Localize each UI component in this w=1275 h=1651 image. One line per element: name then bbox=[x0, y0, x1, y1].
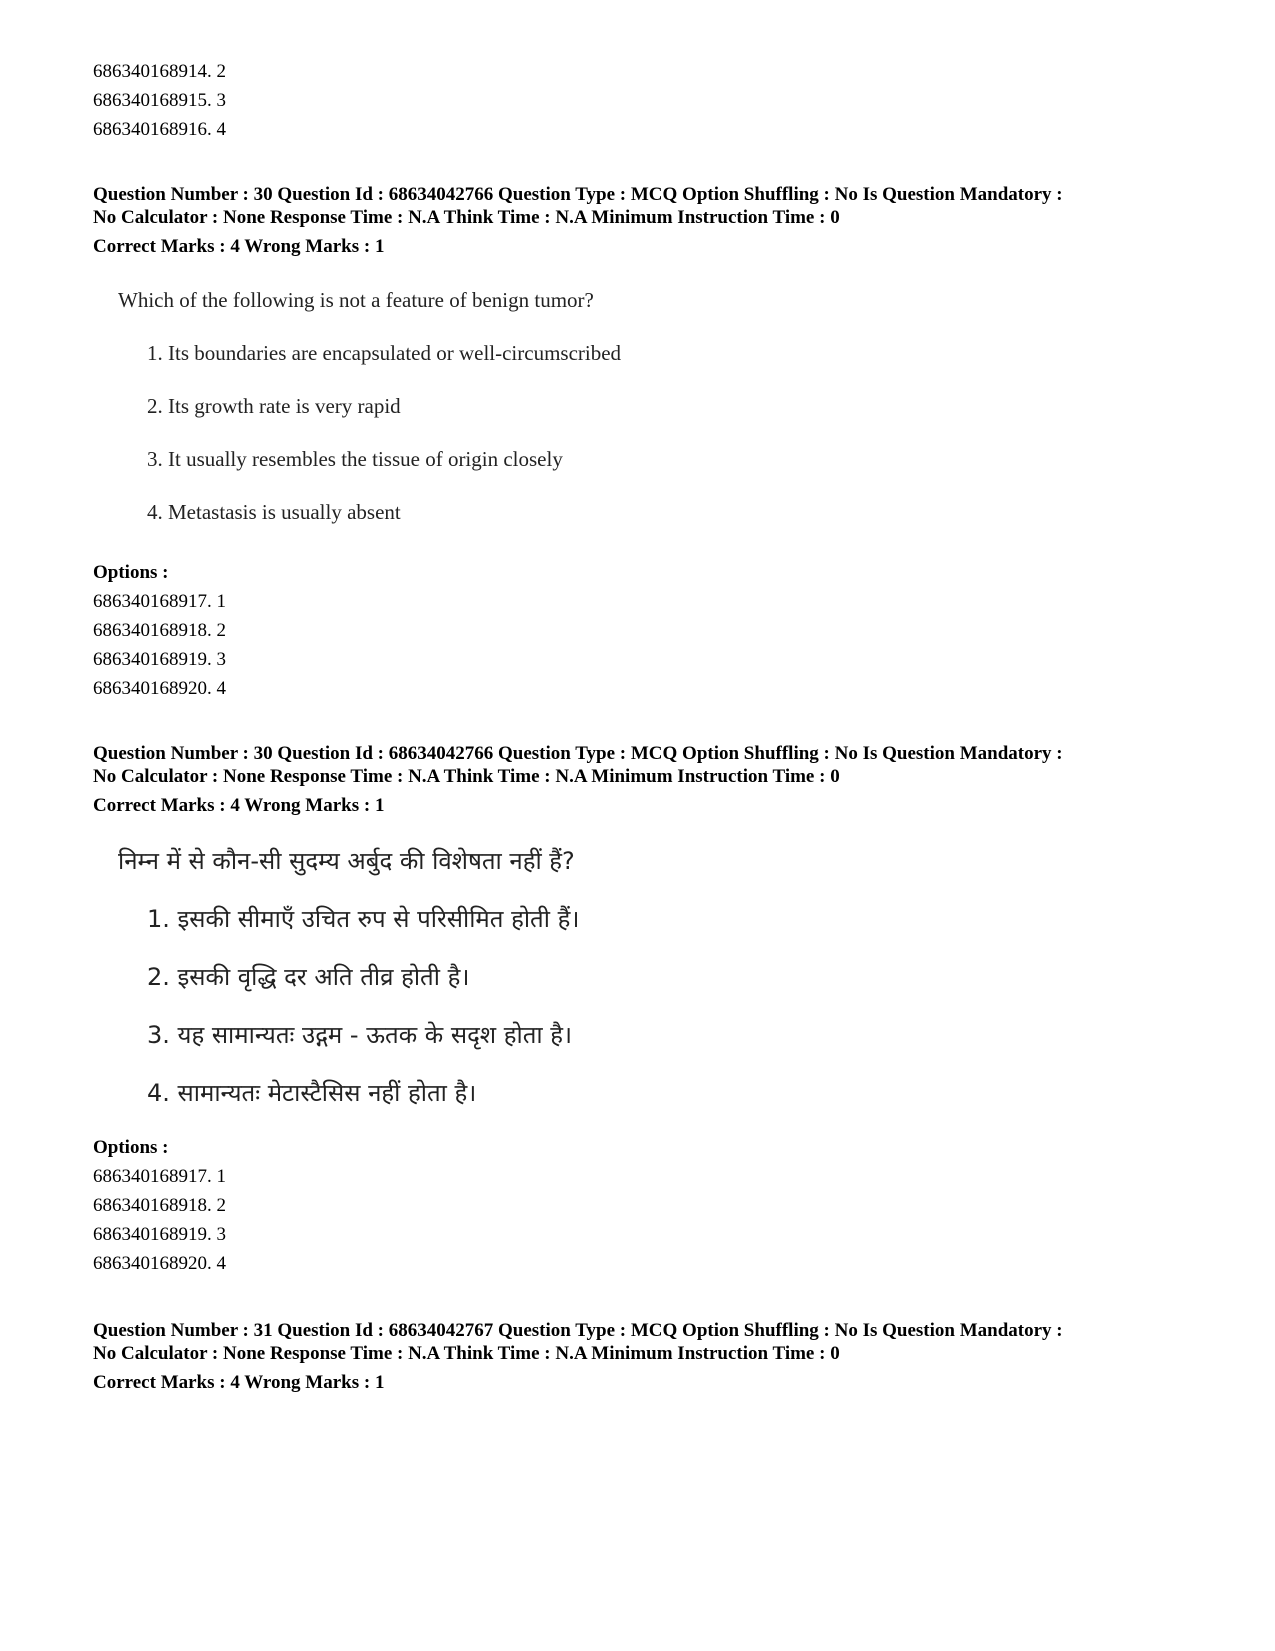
question-marks: Correct Marks : 4 Wrong Marks : 1 bbox=[93, 795, 385, 816]
question-choice: 3. It usually resembles the tissue of origin closely bbox=[147, 447, 563, 471]
question-marks: Correct Marks : 4 Wrong Marks : 1 bbox=[93, 236, 385, 257]
question-choice: 2. Its growth rate is very rapid bbox=[147, 394, 401, 418]
question-choice: 3. यह सामान्यतः उद्गम - ऊतक के सदृश होता है। bbox=[147, 1021, 573, 1049]
option-line: 686340168917. 1 bbox=[93, 591, 226, 612]
option-line: 686340168917. 1 bbox=[93, 1166, 226, 1187]
option-line: 686340168919. 3 bbox=[93, 649, 226, 670]
question-marks: Correct Marks : 4 Wrong Marks : 1 bbox=[93, 1372, 385, 1393]
question-header-line: No Calculator : None Response Time : N.A Think Time : N.A Minimum Instruction Time : 0 bbox=[93, 766, 840, 787]
question-header-line: Question Number : 30 Question Id : 68634042766 Question Type : MCQ Option Shuffling : No Is Question Mandatory : bbox=[93, 184, 1063, 205]
question-choice: 4. सामान्यतः मेटास्टैसिस नहीं होता है। bbox=[147, 1079, 477, 1107]
question-header-line: Question Number : 30 Question Id : 68634042766 Question Type : MCQ Option Shuffling : No Is Question Mandatory : bbox=[93, 743, 1063, 764]
option-line: 686340168915. 3 bbox=[93, 90, 226, 111]
options-label: Options : bbox=[93, 562, 169, 583]
question-choice: 2. इसकी वृद्धि दर अति तीव्र होती है। bbox=[147, 963, 470, 991]
options-label: Options : bbox=[93, 1137, 169, 1158]
question-header-line: No Calculator : None Response Time : N.A Think Time : N.A Minimum Instruction Time : 0 bbox=[93, 207, 840, 228]
question-header-line: No Calculator : None Response Time : N.A Think Time : N.A Minimum Instruction Time : 0 bbox=[93, 1343, 840, 1364]
option-line: 686340168914. 2 bbox=[93, 61, 226, 82]
question-choice: 1. Its boundaries are encapsulated or well-circumscribed bbox=[147, 341, 622, 365]
option-line: 686340168918. 2 bbox=[93, 1195, 226, 1216]
question-text: Which of the following is not a feature of benign tumor? bbox=[118, 288, 594, 312]
option-line: 686340168919. 3 bbox=[93, 1224, 226, 1245]
question-choice: 4. Metastasis is usually absent bbox=[147, 500, 401, 524]
option-line: 686340168920. 4 bbox=[93, 1253, 226, 1274]
option-line: 686340168918. 2 bbox=[93, 620, 226, 641]
question-choice: 1. इसकी सीमाएँ उचित रुप से परिसीमित होती हैं। bbox=[147, 905, 580, 933]
option-line: 686340168920. 4 bbox=[93, 678, 226, 699]
question-header-line: Question Number : 31 Question Id : 68634042767 Question Type : MCQ Option Shuffling : No Is Question Mandatory : bbox=[93, 1320, 1063, 1341]
question-text: निम्न में से कौन-सी सुदम्य अर्बुद की विशेषता नहीं हैं? bbox=[118, 847, 575, 875]
option-line: 686340168916. 4 bbox=[93, 119, 226, 140]
